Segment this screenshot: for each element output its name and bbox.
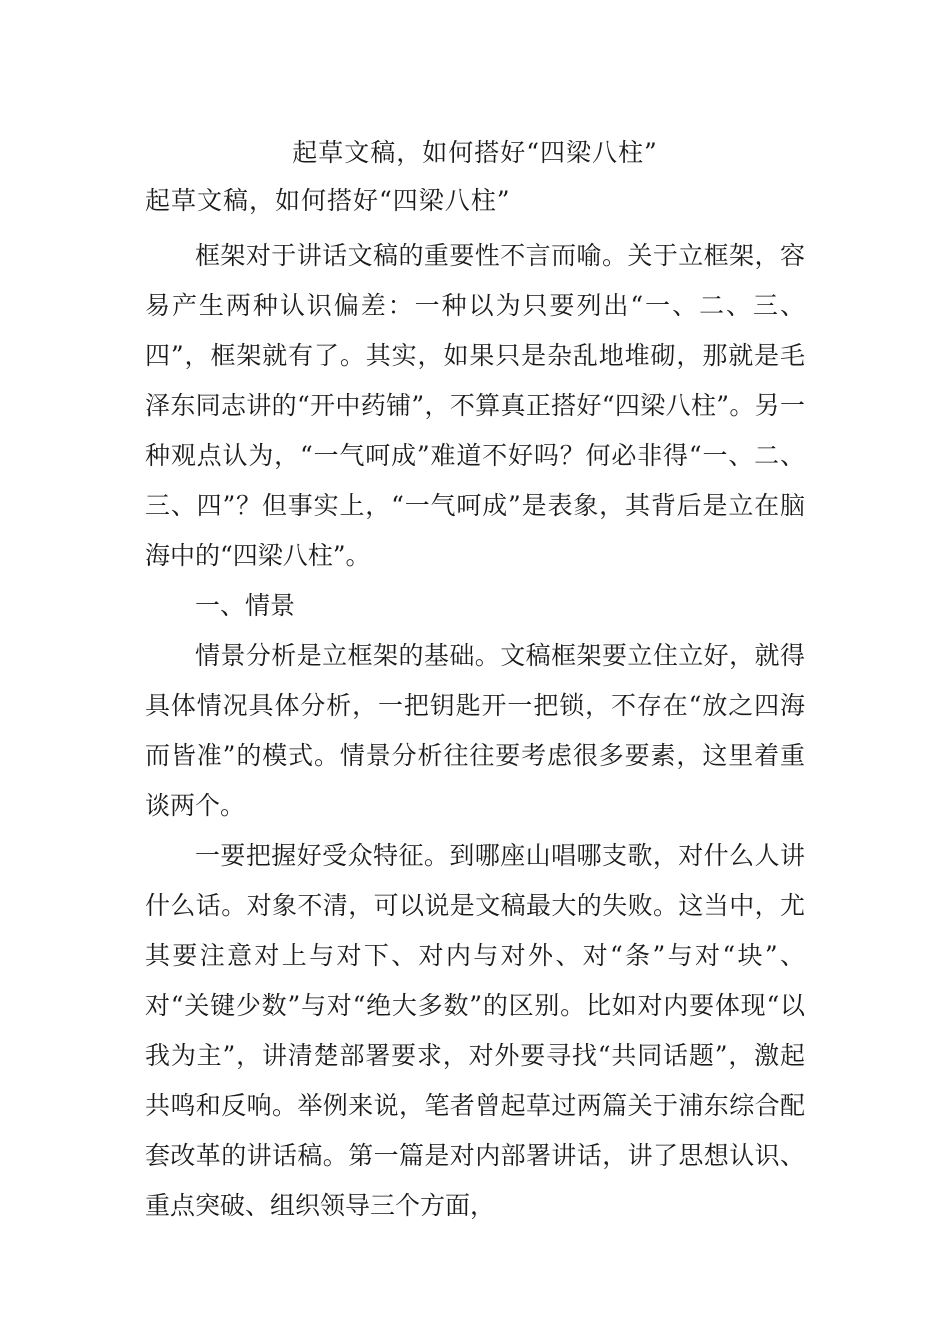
document-body [145,231,805,1231]
paragraph-scenario: 情景分析是立框架的基础。文稿框架要立住立好，就得具体情况具体分析，一把钥匙开一把锁，不存在“放之四海而皆准”的模式。情景分析往往要考虑很多要素，这里着重谈两个。 [145,641,805,820]
section-heading: 一、情景 [195,591,296,620]
paragraph-audience: 一要把握好受众特征。到哪座山唱哪支歌，对什么人讲什么话。对象不清，可以说是文稿最大的失败。这当中，尤其要注意对上与对下、对内与对外、对“条”与对“块”、对“关键少数”与对“绝大多数”的区别。比如对内要体现“以我为主”，讲清楚部署要求，对外要寻找“共同话题”，激起共鸣和反响。举例来说，笔者曾起草过两篇关于浦东综合配套改革的讲话稿。第一篇是对内部署讲话，讲了思想认识、重点突破、组织领导三个方面， [145,841,805,1220]
document-subtitle: 起草文稿，如何搭好“四梁八柱” [145,186,511,215]
paragraph-intro: 框架对于讲话文稿的重要性不言而喻。关于立框架，容易产生两种认识偏差：一种以为只要列出“一、二、三、四”，框架就有了。其实，如果只是杂乱地堆砌，那就是毛泽东同志讲的“开中药铺”，不算真正搭好“四梁八柱”。另一种观点认为，“一气呵成”难道不好吗？何必非得“一、二、三、四”？但事实上，“一气呵成”是表象，其背后是立在脑海中的“四梁八柱”。 [145,241,805,570]
document-title: 起草文稿，如何搭好“四梁八柱” [292,138,658,167]
